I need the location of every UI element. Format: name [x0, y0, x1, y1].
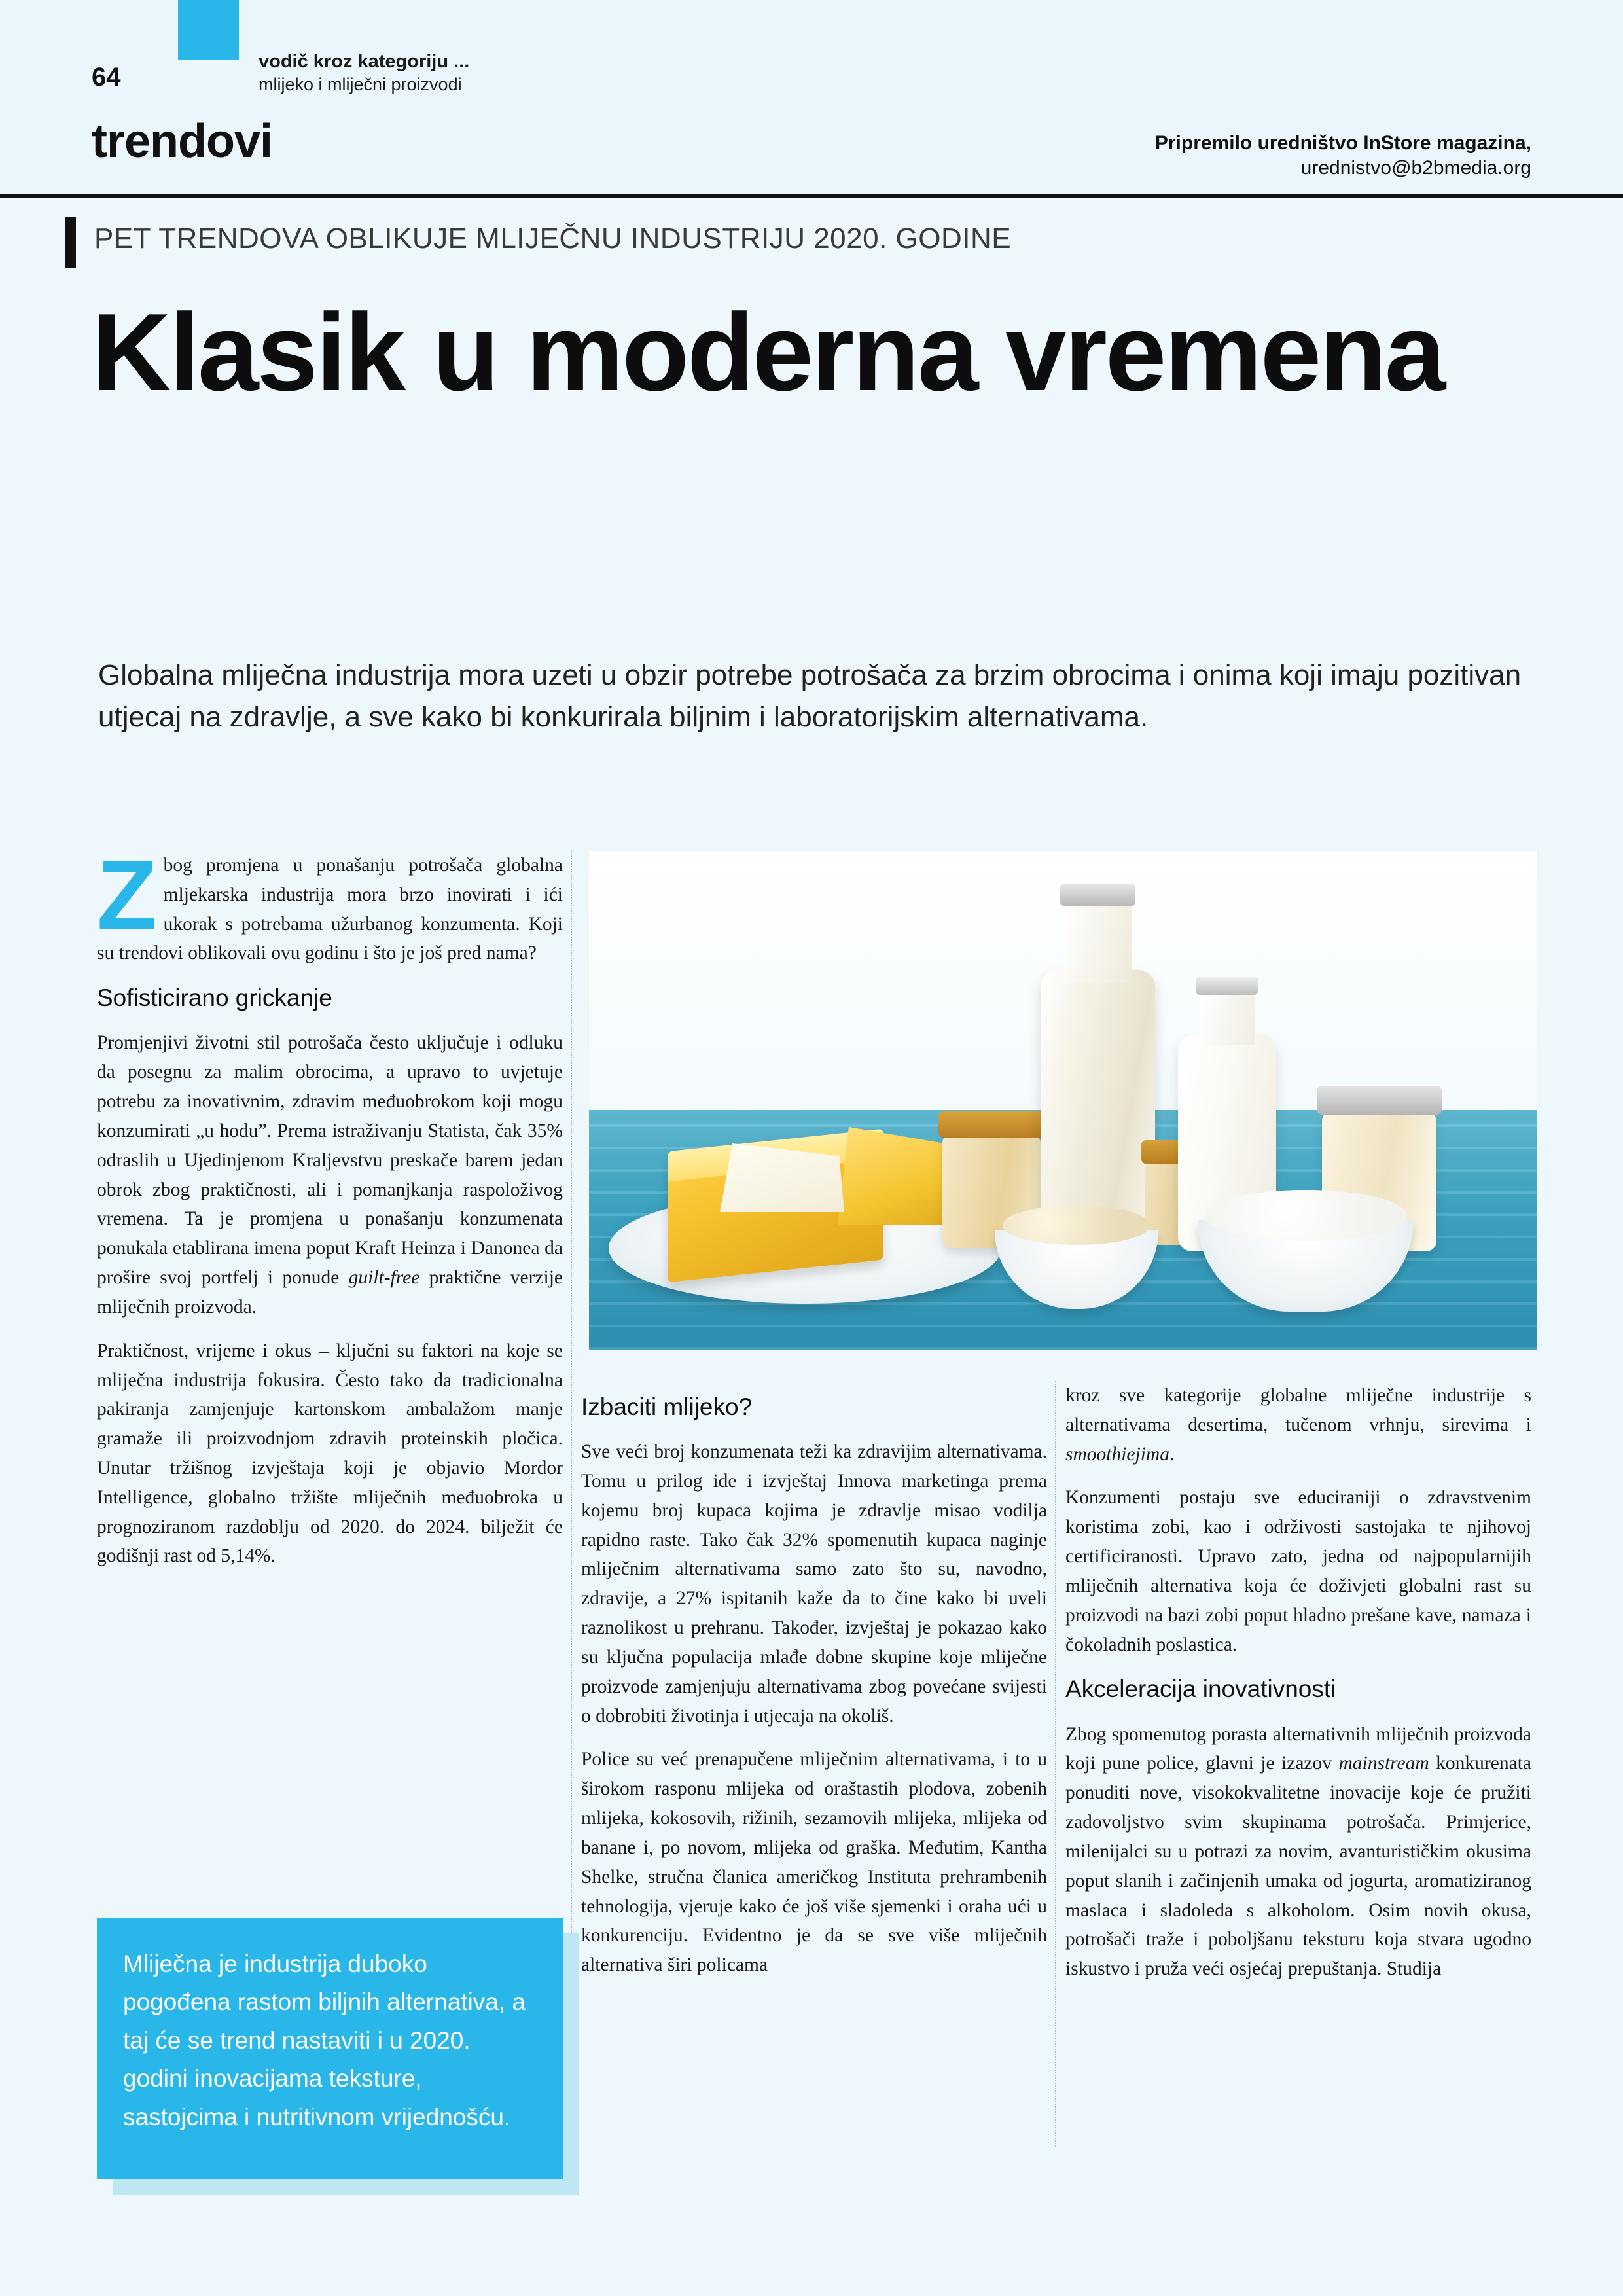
- page-header: [0, 0, 1623, 196]
- subhead-akceleracija-inovativnosti: Akceleracija inovativnosti: [1065, 1676, 1336, 1703]
- overline-marker: [65, 217, 76, 268]
- paragraph-c3-3: [1065, 1720, 1531, 1984]
- body-column-3: [1065, 1381, 1531, 1998]
- paragraph-c1-1-a: Promjenjivi životni stil potrošača često uključuje i odluku da posegnu za malim obrocima, a upravo to uvjetuje potrebu za inovativnim, zdravim međuobrokom koji mogu konzumirati „u hodu”. Prema istraživanju Statista, čak 35% odraslih u Ujedinjenom Kraljevstvu preskače barem jedan obrok zbog praktičnosti, ali i pomanjkanja raspoloživog vremena. Ta je promjena u ponašanju konzumenata ponukala etablirana imena poput Kraft Heinza i Danonea da prošire svoj portfelj i ponude: [97, 1032, 563, 1289]
- paragraph-c2-2: Police su već prenapučene mliječnim alternativama, i to u širokom rasponu mlijeka od oraštastih plodova, zobenih mlijeka, kokosovih, rižinih, sezamovih mlijeka, mlijeka od banane i, po novom, mlijeka od graška. Međutim, Kantha Shelke, stručna članica američkog Instituta prehrambenih tehnologija, vjeruje kako će još više sjemenki i oraha ući u konkurenciju. Evidentno je da se sve više mliječnih alternativa širi policama: [581, 1749, 1047, 1976]
- header-divider: [0, 194, 1623, 198]
- body-column-2: [581, 1381, 1047, 1994]
- section-title: trendovi: [92, 115, 273, 168]
- drop-cap: Z: [97, 840, 157, 950]
- paragraph-c3-3-emphasis: mainstream: [1338, 1753, 1429, 1774]
- credit-line-1: Pripremilo uredništvo InStore magazina,: [1154, 132, 1531, 154]
- paragraph-c3-1: [1065, 1381, 1531, 1469]
- lead-paragraph: [97, 840, 563, 968]
- paragraph-c3-3-b: konkurenata ponuditi nove, visokokvalitetne inovacije koje će pružiti zadovoljstvo svim skupinama potrošača. Primjerice, milenijalci su u potrazi za novim, avanturističkim okusima poput slanih i začinjenih umaka od jogurta, aromatiziranog maslaca i sladoleda s alkoholom. Osim novih okusa, potrošači traže i poboljšanu teksturu koja stvara ugodno iskustvo i pruža veći osjećaj prepuštanja. Studija: [1065, 1753, 1531, 1980]
- subhead-izbaciti-mlijeko: Izbaciti mlijeko?: [581, 1393, 753, 1420]
- paragraph-c3-3-a: Zbog spomenutog porasta alternativnih mliječnih proizvoda koji pune police, glavni je izazov: [1065, 1723, 1531, 1774]
- kicker-line-1: vodič kroz kategoriju ...: [259, 51, 470, 72]
- paragraph-c3-1-b: .: [1169, 1443, 1175, 1465]
- column-rule-1: [571, 851, 573, 2147]
- pullquote-box: [97, 1918, 563, 2179]
- page-number: 64: [92, 63, 121, 92]
- paragraph-c3-1-emphasis: smoothiejima: [1065, 1443, 1169, 1465]
- header-accent-block: [178, 0, 239, 60]
- paragraph-c1-1-emphasis: guilt-free: [348, 1267, 420, 1289]
- article-headline: Klasik u moderna vremena: [92, 291, 1444, 414]
- overline-text: PET TRENDOVA OBLIKUJE MLIJEČNU INDUSTRIJU 2020. GODINE: [94, 223, 1012, 255]
- article-overline: [65, 216, 1011, 268]
- category-guide-kicker: [259, 51, 469, 96]
- paragraph-c1-1-b: praktične verzije mliječnih proizvoda.: [97, 1267, 563, 1318]
- editorial-credit: [1155, 131, 1531, 180]
- paragraph-c1-2: Praktičnost, vrijeme i okus – ključni su faktori na koje se mliječna industrija fokusira. Često tako da tradicionalna pakiranja zamjenjuje kartonskom ambalažom manje gramaže ili proizvodnjom zdravih proteinskih pločica. Unutar tržišnog izvještaja koji je objavio Mordor Intelligence, globalno tržište mliječnih međuobroka u prognoziranom razdoblju od 2020. do 2024. bilježit će godišnji rast od 5,14%.: [97, 1340, 563, 1567]
- paragraph-c3-2: Konzumenti postaju sve educiraniji o zdravstvenim koristima zobi, kao i održivosti sastojaka te njihovoj certificiranosti. Upravo zato, jedna od najpopularnijih mliječnih alternativa koja će doživjeti globalni rast su proizvodi na bazi zobi poput hladno prešane kave, namaza i čokoladnih poslastica.: [1065, 1487, 1531, 1655]
- article-standfirst: Globalna mliječna industrija mora uzeti u obzir potrebe potrošača za brzim obrocima i onima koji imaju pozitivan utjecaj na zdravlje, a sve kako bi konkurirala biljnim i laboratorijskim alternativama.: [98, 659, 1522, 733]
- subhead-sofisticirano-grickanje: Sofisticirano grickanje: [97, 984, 332, 1012]
- paragraph-c1-1: [97, 1028, 563, 1321]
- column-rule-2: [1055, 1381, 1058, 2147]
- dairy-products-photo: [589, 851, 1537, 1350]
- body-column-1: [97, 840, 563, 1585]
- paragraph-c3-1-a: kroz sve kategorije globalne mliječne industrije s alternativama desertima, tučenom vrhnju, sirevima i: [1065, 1385, 1531, 1435]
- paragraph-c2-1: Sve veći broj konzumenata teži ka zdravijim alternativama. Tomu u prilog ide i izvještaj Innova marketinga prema kojemu broj kupaca kojima je zdravlje misao vodilja rapidno raste. Tako čak 32% spomenutih kupaca naginje mliječnim alternativama samo zato što su, navodno, zdravije, a 27% ispitanih kaže da to čine kako bi uveli raznolikost u prehranu. Također, izvještaj je pokazao kako su ključna populacija mlađe dobne skupine koje mliječne proizvode zamjenjuju alternativama zbog povećane svijesti o dobrobiti životinja i utjecaja na okoliš.: [581, 1441, 1047, 1727]
- kicker-line-2: mlijeko i mliječni proizvodi: [259, 75, 462, 95]
- credit-email: urednistvo@b2bmedia.org: [1300, 156, 1531, 179]
- pullquote-text: Mliječna je industrija duboko pogođena rastom biljnih alternativa, a taj će se trend nastaviti i u 2020. godini inovacijama teksture, sastojcima i nutritivnom vrijednošću.: [123, 1950, 526, 2130]
- lead-paragraph-text: bog promjena u ponašanju potrošača globalna mljekarska industrija mora brzo inovirati i ići ukorak s potrebama užurbanog konzumenta. Koji su trendovi oblikovali ovu godinu i što je još pred nama?: [97, 855, 563, 964]
